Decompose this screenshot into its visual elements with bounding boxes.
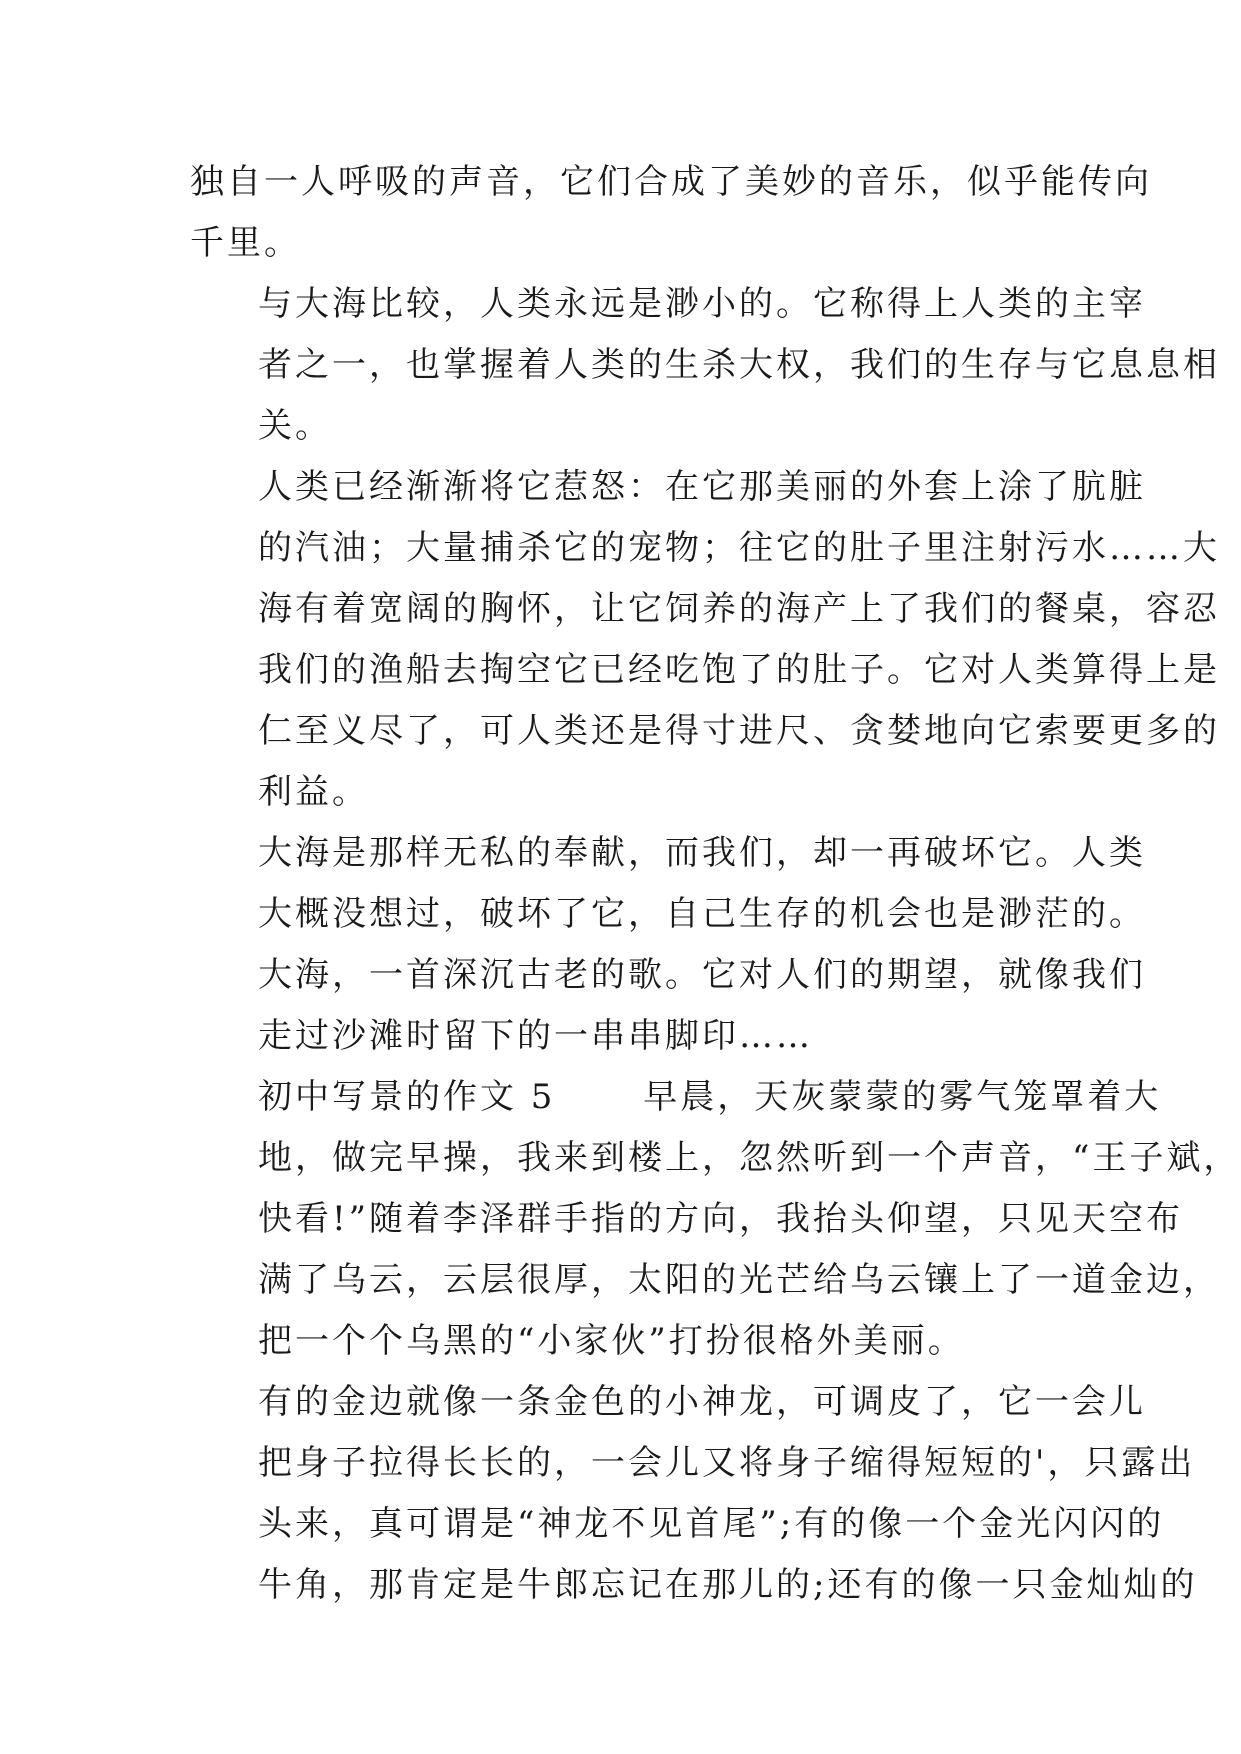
- text-line: 利益。: [258, 772, 369, 812]
- text-line: 有的金边就像一条金色的小神龙，可调皮了，它一会儿: [258, 1382, 1146, 1422]
- text-line: 把一个个乌黑的“小家伙”打扮很格外美丽。: [258, 1321, 965, 1361]
- text-line: 头来，真可谓是“神龙不见首尾”;有的像一个金光闪闪的: [258, 1504, 1165, 1544]
- paragraph: [190, 945, 1146, 1067]
- text-line: 人类已经渐渐将它惹怒：在它那美丽的外套上涂了肮脏: [258, 467, 1146, 507]
- document-body: [190, 152, 1241, 1616]
- text-line: 地，做完早操，我来到楼上，忽然听到一个声音，“王子斌，: [258, 1138, 1241, 1178]
- text-line: 大概没想过，破坏了它，自己生存的机会也是渺茫的。: [258, 894, 1146, 934]
- text-line: 与大海比较，人类永远是渺小的。它称得上人类的主宰: [258, 284, 1146, 324]
- paragraph: [190, 823, 1146, 945]
- text-line: 关。: [258, 406, 332, 446]
- paragraph: [190, 152, 1152, 274]
- text-line: 海有着宽阔的胸怀，让它饲养的海产上了我们的餐桌，容忍: [258, 589, 1220, 629]
- text-line: 我们的渔船去掏空它已经吃饱了的肚子。它对人类算得上是: [258, 650, 1220, 690]
- text-line: 满了乌云，云层很厚，太阳的光芒给乌云镶上了一道金边，: [258, 1260, 1220, 1300]
- paragraph: [190, 274, 1220, 457]
- text-line: 仁至义尽了，可人类还是得寸进尺、贪婪地向它索要更多的: [258, 711, 1220, 751]
- text-line: 把身子拉得长长的，一会儿又将身子缩得短短的'，只露出: [258, 1443, 1196, 1483]
- text-line: 大海，一首深沉古老的歌。它对人们的期望，就像我们: [258, 955, 1146, 995]
- text-line: 快看!”随着李泽群手指的方向，我抬头仰望，只见天空布: [258, 1199, 1184, 1239]
- text-line: 初中写景的作文 5 早晨，天灰蒙蒙的雾气笼罩着大: [258, 1077, 1162, 1117]
- text-line: 走过沙滩时留下的一串串脚印……: [258, 1016, 813, 1056]
- text-line: 独自一人呼吸的声音，它们合成了美妙的音乐，似乎能传向: [190, 162, 1152, 202]
- paragraph: [190, 1372, 1198, 1616]
- paragraph: [190, 1067, 1241, 1372]
- text-line: 者之一，也掌握着人类的生杀大权，我们的生存与它息息相: [258, 345, 1220, 385]
- text-line: 的汽油；大量捕杀它的宠物；往它的肚子里注射污水……大: [258, 528, 1220, 568]
- text-line: 大海是那样无私的奉献，而我们，却一再破坏它。人类: [258, 833, 1146, 873]
- paragraph: [190, 457, 1220, 823]
- text-line: 牛角，那肯定是牛郎忘记在那儿的;还有的像一只金灿灿的: [258, 1565, 1198, 1605]
- text-line: 千里。: [190, 223, 301, 263]
